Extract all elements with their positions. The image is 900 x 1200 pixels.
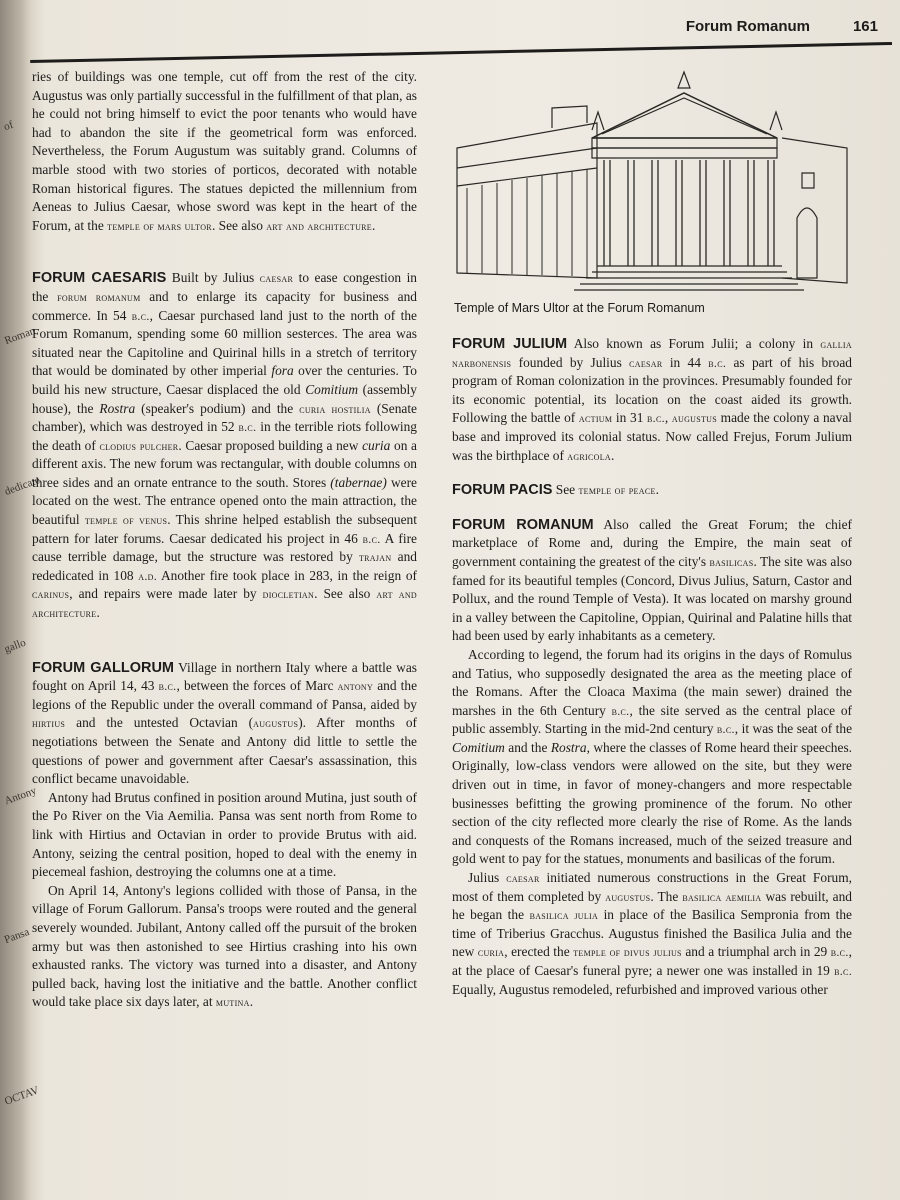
- italic-term: fora: [271, 363, 294, 379]
- cross-reference: basilica julia: [529, 908, 599, 923]
- cross-reference: temple of peace: [578, 483, 656, 498]
- cross-reference: augustus: [253, 716, 299, 731]
- cross-reference: gallia narbonensis: [452, 337, 852, 370]
- forum-augustum-continuation: ries of buildings was one temple, cut off from the rest of the city. Augustus was only partially successful in the fulfillment of that plan, as he could not bring himself to evict the poor tenants who would have had to abandon the site if the geometrical form was enforced. Nevertheless, the Forum Augustum was suitably grand. Columns of marble stood with two stories of porticos, decorated with notable Roman historical figures. The statues depicted the millennium from Aeneas to Julius Caesar, whose sword was kept in the heart of the Forum, at the temple of mars ultor. See also art and architecture.: [32, 69, 417, 233]
- cross-reference: caesar: [629, 355, 663, 370]
- paragraph: Julius caesar initiated numerous constructions in the Great Forum, most of them completed by augustus. The basilica aemilia was rebuilt, and he began the basilica julia in place of the Basilica Sempronia from the time of Triberius Gracchus. Augustus finished the Basilica Julia and the new curia, erected the temple of divus julius and a triumphal arch in 29 b.c., at the place of Caesar's funeral pyre; a newer one was installed in 19 b.c. Equally, Augustus remodeled, refurbished and improved various other: [452, 870, 853, 997]
- italic-term: curia: [362, 437, 391, 453]
- paragraph: Antony had Brutus confined in position around Mutina, just south of the Po River on the Via Aemilia. Pansa was sent north from Rome to link with Hirtius and Octavian in order to provide Brutus with aid. Antony, seizing the central position, hoped to deal with the enemy in piecemeal fashion, destroying the columns one at a time.: [32, 789, 417, 880]
- left-column: [32, 68, 417, 1012]
- cross-reference: basilicas: [709, 554, 754, 569]
- running-header: [30, 14, 900, 42]
- cross-reference: carinus: [32, 587, 70, 602]
- cross-reference: temple of venus: [84, 513, 168, 528]
- page-number: 161: [852, 18, 878, 35]
- cross-reference: curia hostilia: [299, 401, 371, 416]
- italic-term: Comitium: [305, 381, 359, 397]
- cross-reference: b.c.: [830, 945, 849, 960]
- cross-reference: b.c.: [647, 411, 665, 426]
- cross-reference: b.c.: [834, 964, 852, 978]
- cross-reference: b.c.: [708, 355, 727, 370]
- spine-fragment: gallo: [2, 636, 28, 656]
- entry-head-forum-julium: FORUM JULIUM: [452, 336, 568, 352]
- figure-caption: Temple of Mars Ultor at the Forum Romanum: [454, 301, 705, 315]
- spine-fragment: dedicate: [3, 474, 42, 498]
- spine-fragment: Roman: [2, 324, 37, 348]
- book-spine: [0, 0, 42, 1200]
- cross-reference: b.c.: [158, 679, 177, 694]
- spine-fragment: OCTAV: [3, 1084, 41, 1108]
- italic-term: (tabernae): [330, 474, 387, 490]
- cross-reference: forum romanum: [57, 289, 141, 304]
- entry-head-forum-gallorum: FORUM GALLORUM: [32, 659, 174, 676]
- cross-reference: hirtius: [32, 716, 66, 731]
- cross-reference: b.c.: [611, 703, 630, 718]
- cross-reference: diocletian: [262, 587, 315, 602]
- cross-reference: augustus: [605, 889, 651, 904]
- spine-fragment: of: [2, 118, 15, 134]
- entry-body: Village in northern Italy where a battle was fought on April 14, 43 b.c., between the forces of Marc antony and the legions of the Republic under the overall command of Pansa, aided by hirtius and the untested Octavian (augustus). After months of negotiations between the Senate and Antony did little to settle the questions of power and government after Caesar's assassination, this conflict became unavoidable.: [32, 659, 418, 787]
- entry-body: See temple of peace.: [552, 482, 659, 498]
- cross-reference: temple of mars ultor: [107, 218, 212, 233]
- cross-reference: actium: [578, 411, 613, 426]
- entry-head-forum-pacis: FORUM PACIS: [452, 482, 553, 499]
- cross-reference: mutina: [215, 995, 250, 1010]
- italic-term: Comitium: [452, 739, 505, 755]
- cross-reference: curia: [477, 945, 505, 960]
- cross-reference: trajan: [358, 550, 392, 565]
- cross-reference: b.c.: [238, 420, 257, 435]
- cross-reference: b.c.: [362, 531, 381, 546]
- running-header-title: Forum Romanum: [685, 18, 810, 35]
- entry-body: Built by Julius caesar to ease congestion in the forum romanum and to enlarge its capacity for business and commerce. In 54 b.c., Caesar purchased land just to the north of the Forum Romanum, spending some 60 million sesterces. The area was situated near the Capitoline and Quirinal hills in a stretch of territory that would be dominated by other imperial fora over the centuries. To build his new structure, Caesar displaced the old Comitium (assembly house), the Rostra (speaker's podium) and the curia hostilia (Senate chamber), which was destroyed in 52 b.c. in the terrible riots following the death of clodius pulcher. Caesar proposed building a new curia on a different axis. The new forum was rectangular, with double columns on three sides and an ornate entrance to the south. Stores (tabernae) were located on the west. The entrance opened onto the main attraction, the beautiful temple of venus. This shrine helped establish the subsequent pattern for later forums. Caesar dedicated his project in 46 b.c. A fire cause terrible damage, but the structure was restored by trajan and rededicated in 108 a.d. Another fire took place in 283, in the reign of carinus, and repairs were made later by diocletian. See also art and architecture.: [32, 270, 418, 621]
- entry-forum-romanum: [452, 516, 852, 646]
- cross-reference: b.c.: [716, 722, 735, 737]
- cross-reference: art and architecture: [266, 218, 372, 233]
- right-column: [452, 335, 852, 999]
- spine-fragment: Antony: [2, 784, 39, 808]
- italic-term: Rostra: [99, 400, 136, 416]
- entry-forum-julium: [452, 335, 852, 465]
- header-rule: [30, 42, 892, 63]
- entry-forum-gallorum: [32, 659, 417, 789]
- italic-term: Rostra: [550, 739, 587, 755]
- cross-reference: agricola: [567, 448, 611, 463]
- cross-reference: clodius pulcher: [99, 438, 179, 453]
- cross-reference: b.c.: [131, 308, 150, 323]
- entry-head-forum-romanum: FORUM ROMANUM: [452, 516, 594, 533]
- entry-body: Also known as Forum Julii; a colony in gallia narbonensis founded by Julius caesar in 44 b.c. as part of his broad program of Roman colonization in the provinces. Presumably founded for its economic potential, its location on the coast aided its growth. Following the battle of actium in 31 b.c., augustus made the colony a naval base and improved its colonial status. Now called Frejus, Forum Julium was the birthplace of agricola.: [452, 336, 853, 463]
- entry-body: Also called the Great Forum; the chief marketplace of Rome and, during the Empire, the main seat of government containing the greatest of the city's basilicas. The site was also famed for its beautiful temples (Concord, Divus Julius, Saturn, Castor and Pollux, and the round Temple of Vesta). It was located on marshy ground in a valley between the Capitoline, Oppian, Quirinal and Palatine hills that had been used by early inhabitants as a cemetery.: [452, 516, 852, 644]
- paragraph: On April 14, Antony's legions collided with those of Pansa, in the village of Forum Gallorum. Pansa's troops were routed and the general severely wounded. Jubilant, Antony called off the pursuit of the broken army but was then astonished to see Hirtius crashing into his own exhausted ranks. The victory was turned into a disaster, and Antony pulled back, having lost the initiative and the battle. Another conflict would take place six days later, at mutina.: [32, 882, 417, 1010]
- cross-reference: temple of divus julius: [573, 945, 682, 960]
- entry-head-forum-caesaris: FORUM CAESARIS: [32, 270, 167, 287]
- cross-reference: augustus: [671, 411, 717, 426]
- cross-reference: caesar: [259, 271, 294, 286]
- cross-reference: basilica aemilia: [682, 889, 762, 904]
- spine-fragment: Pansa: [2, 925, 31, 947]
- entry-forum-caesaris: [32, 269, 417, 622]
- cross-reference: antony: [337, 679, 374, 694]
- temple-illustration: [452, 68, 852, 296]
- cross-reference: caesar: [506, 871, 540, 886]
- paragraph: According to legend, the forum had its origins in the days of Romulus and Tatius, who supposedly designated the area as the meeting place of the Romans. After the Cloaca Maxima (the main sewer) drained the marshes in the 6th Century b.c., the site served as the central place of public assembly. Starting in the mid-2nd century b.c., it was the seat of the Comitium and the Rostra, where the classes of Rome heard their speeches. Originally, low-class vendors were allowed on the site, but they were driven out in time, in favor of money-changers and more respectable businesses befitting the growing prominence of the forum. No other section of the city reflected more clearly the rise of Rome. As the lands and conquests of the Romans increased, much of the seized treasure and gold went to pay for the statues, monuments and basilicas of the forum.: [452, 646, 853, 867]
- cross-reference: art and architecture: [32, 587, 418, 621]
- cross-reference: a.d.: [138, 568, 158, 583]
- entry-forum-pacis: [452, 481, 852, 500]
